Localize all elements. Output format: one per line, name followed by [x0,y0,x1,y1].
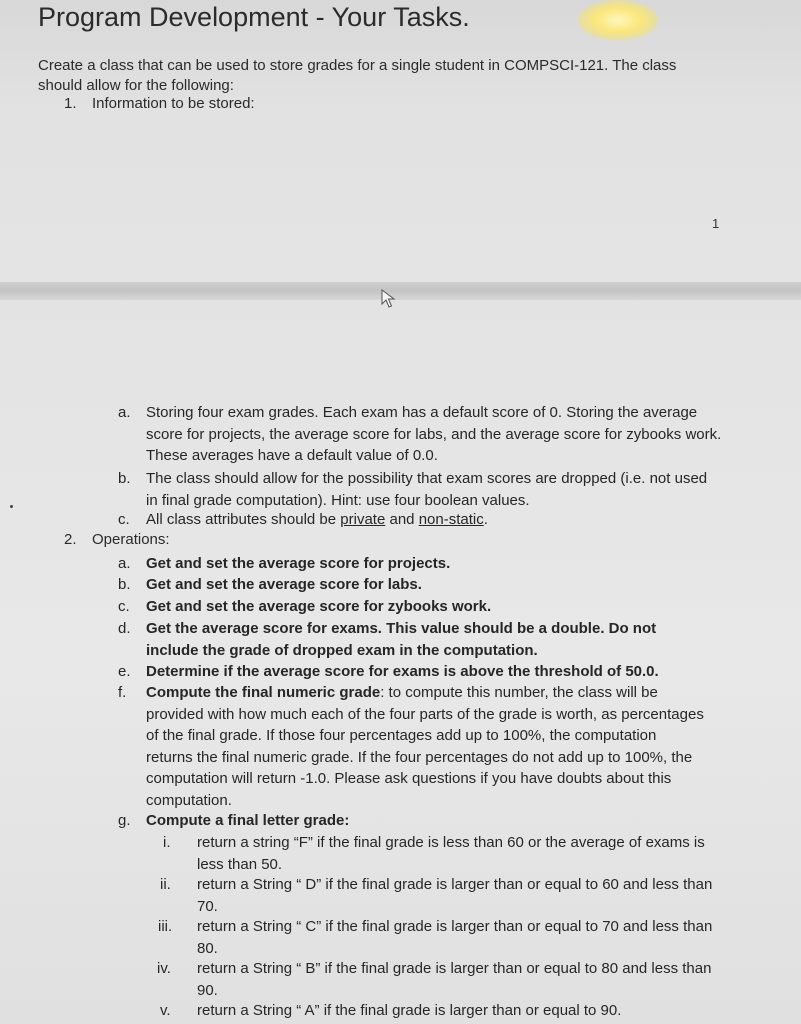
op-a-text: Get and set the average score for projects. [146,555,451,572]
op-b-text: Get and set the average score for labs. [146,576,422,593]
op-c-marker: c. [118,598,130,615]
storage-c-mid: and [385,511,419,528]
op-b-marker: b. [118,576,131,593]
op-f-body: : to compute this number, the class will be provided with how much each of the four parts of the grade is worth, as percentages of the final grade. If those four percentages add up to 100%, the computation returns the final numeric grade. If the four percentages do not add up to 100%, the computation will return -1.0. Please ask questions if you have doubts about this computation. [146,684,704,809]
non-static-keyword: non-static [418,511,484,528]
op-g-colon: : [344,812,350,829]
rule-iv-marker: iv. [157,960,171,977]
private-keyword: private [340,511,386,528]
op-f-marker: f. [118,684,127,701]
mouse-cursor-icon [381,289,397,309]
op-f-bold: Compute the final numeric grade [146,684,381,701]
op-e-marker: e. [118,663,131,680]
storage-c-prefix: All class attributes should be [146,511,341,528]
storage-c-marker: c. [118,511,130,528]
rule-iii-marker: iii. [158,918,173,935]
rule-i-text: return a string “F” if the final grade is less than 60 or the average of exams is less than 50. [197,834,705,873]
storage-c-suffix: . [483,511,488,528]
light-glare [578,0,658,40]
item-2-label: Operations: [92,531,170,548]
op-d-marker: d. [118,620,131,637]
stray-dot [10,505,13,508]
rule-iii-text: return a String “ C” if the final grade is larger than or equal to 70 and less than 80. [197,918,713,957]
intro-paragraph: Create a class that can be used to store grades for a single student in COMPSCI-121. The class should allow for the following: [38,57,677,94]
rule-v-text: return a String “ A” if the final grade is larger than or equal to 90. [197,1002,622,1019]
storage-b-marker: b. [118,470,131,487]
rule-v-marker: v. [160,1002,171,1019]
rule-iv-text: return a String “ B” if the final grade is larger than or equal to 80 and less than 90. [197,960,712,999]
item-2-marker: 2. [64,531,77,548]
op-g-bold: Compute a final letter grade [146,812,345,829]
page-title: Program Development - Your Tasks. [38,2,470,32]
rule-ii-text: return a String “ D” if the final grade is larger than or equal to 60 and less than 70. [197,876,713,915]
page-break-divider [0,282,801,300]
storage-a-marker: a. [118,404,131,421]
op-g-marker: g. [118,812,131,829]
storage-c-text [146,509,726,531]
op-d-text: Get the average score for exams. This value should be a double. Do not include the grade of dropped exam in the computation. [146,620,657,659]
storage-b-text: The class should allow for the possibility that exam scores are dropped (i.e. not used in final grade computation). Hint: use four boolean values. [146,470,708,509]
item-1-label: Information to be stored: [92,95,255,112]
upper-page-region [0,0,801,282]
op-g-text [146,810,706,832]
op-c-text: Get and set the average score for zybooks work. [146,598,492,615]
op-a-marker: a. [118,555,131,572]
storage-a-text: Storing four exam grades. Each exam has a default score of 0. Storing the average score for projects, the average score for labs, and the average score for zybooks work. These averages have a default value of 0.0. [146,404,722,464]
rule-i-marker: i. [163,834,171,851]
rule-ii-marker: ii. [160,876,171,893]
page-number: 1 [712,216,720,231]
op-e-text: Determine if the average score for exams is above the threshold of 50.0. [146,663,659,680]
op-f-text [146,682,704,811]
item-1-marker: 1. [64,95,77,112]
